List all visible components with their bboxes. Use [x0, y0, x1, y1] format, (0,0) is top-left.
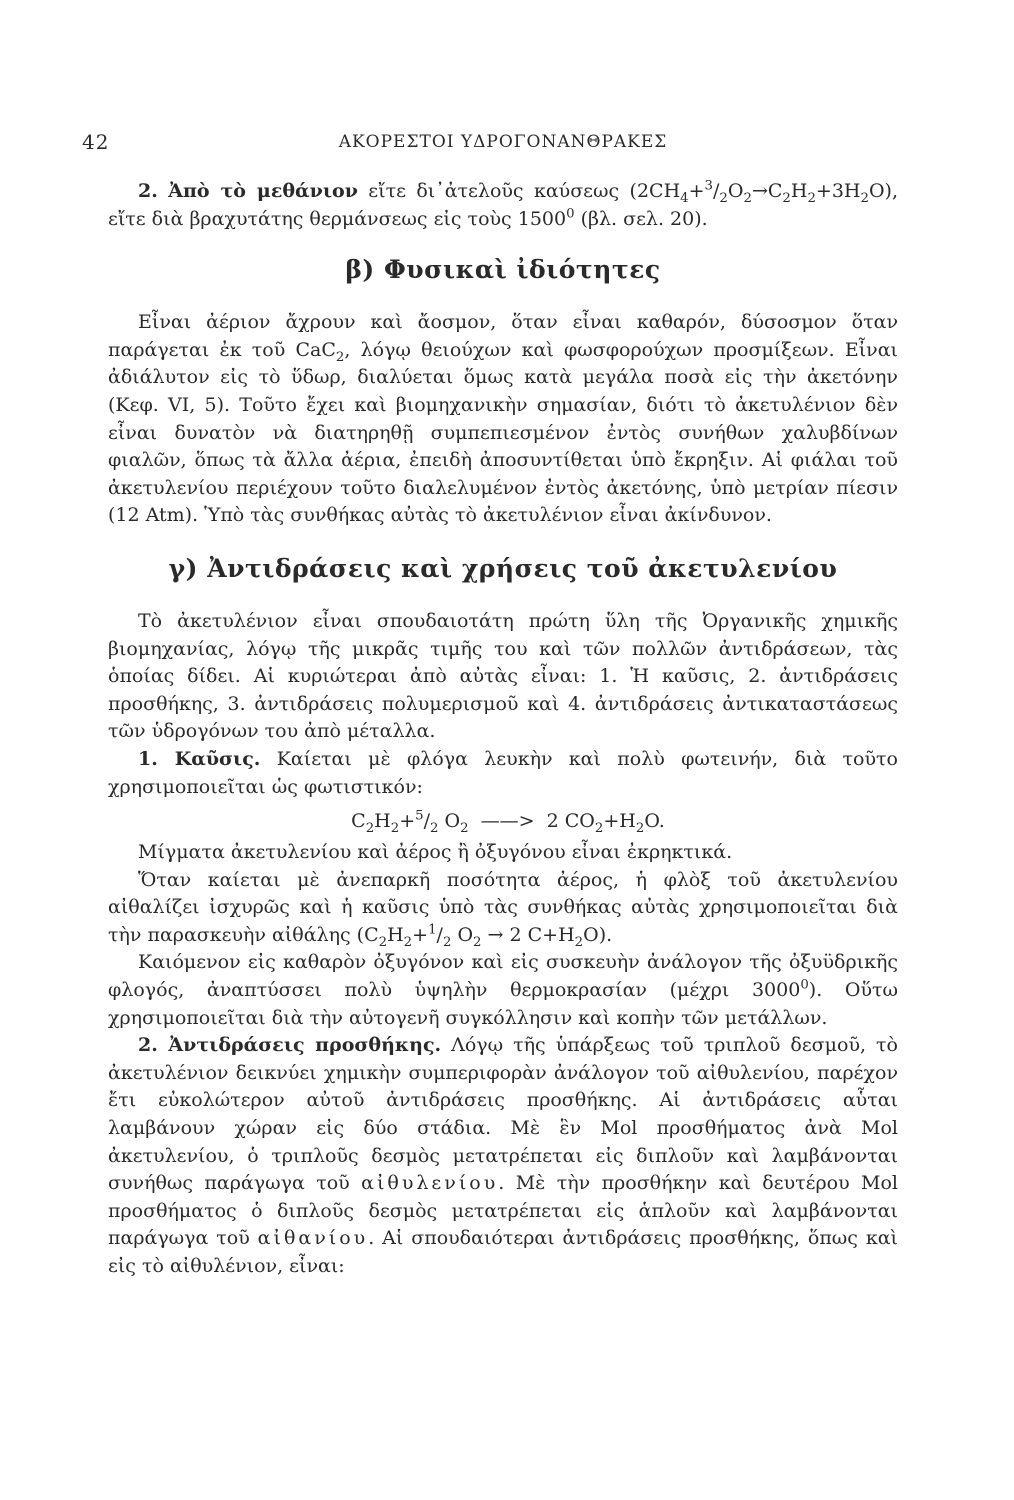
item-heading-from-methane: Ἀπὸ τὸ μεθάνιον: [168, 180, 358, 202]
paragraph-physical-properties: Εἶναι ἀέριον ἄχρουν καὶ ἄοσμον, ὅταν εἶναι καθαρόν, δύσοσμον ὅταν παράγεται ἐκ τοῦ CaC$_2$, λόγῳ θειούχων καὶ φωσφορούχων προσμίξεων. Εἶναι ἀδιάλυτον εἰς τὸ ὕδωρ, διαλύεται ὅμως κατὰ μεγάλα ποσὰ εἰς τὴν ἀκετόνην (Κεφ. VI, 5). Τοῦτο ἔχει καὶ βιομηχανικὴν σημασίαν, διότι τὸ ἀκετυλένιον δὲν εἶναι δυνατὸν νὰ διατηρηθῇ συμπεπιεσμένον ἐντὸς συνήθων χαλυβδίνων φιαλῶν, ὅπως τὰ ἄλλα ἀέρια, ἐπειδὴ ἀποσυντίθεται ὑπὸ ἔκρηξιν. Αἱ φιάλαι τοῦ ἀκετυλενίου περιέχουν τοῦτο διαλελυμένον ἐντὸς ἀκετόνης, ὑπὸ μετρίαν πίεσιν (12 Atm). Ὑπὸ τὰς συνθήκας αὐτὰς τὸ ἀκετυλένιον εἶναι ἀκίνδυνον.: [108, 311, 898, 527]
emphasized-word-ethylene: αἰθυλενίου: [361, 1172, 499, 1195]
paragraph-from-methane: [108, 178, 898, 233]
paragraph-combustion: [108, 746, 898, 801]
paragraph-oxyacetylene: Καιόμενον εἰς καθαρὸν ὀξυγόνον καὶ εἰς συσκευὴν ἀνάλογον τῆς ὀξυϋδρικῆς φλογός, ἀναπτύσσει πολὺ ὑψηλὴν θερμοκρασίαν (μέχρι 3000$^0$). Οὕτω χρησιμοποιεῖται διὰ τὴν αὐτογενῆ συγκόλλησιν καὶ κοπὴν τῶν μετάλλων.: [108, 951, 899, 1029]
page: [82, 130, 899, 1281]
paragraph-explosive-mixtures: Μίγματα ἀκετυλενίου καὶ ἀέρος ἢ ὀξυγόνου εἶναι ἐκρηκτικά.: [138, 841, 733, 864]
item-heading-addition: 2. Ἀντιδράσεις προσθήκης.: [138, 1034, 442, 1057]
item-number: 2.: [138, 180, 158, 202]
running-title: ΑΚΟΡΕΣΤΟΙ ΥΔΡΟΓΟΝΑΝΘΡΑΚΕΣ: [338, 132, 668, 152]
paragraph-soot: Ὅταν καίεται μὲ ἀνεπαρκῆ ποσότητα ἀέρος, ἡ φλὸξ τοῦ ἀκετυλενίου αἰθαλίζει ἰσχυρῶς καὶ ἡ καῦσις ὑπὸ τὰς συνθήκας αὐτὰς χρησιμοποιεῖται διὰ τὴν παρασκευὴν αἰθάλης ($C_2H_2+^1/_2$ $O_2 \to 2$ $C+H_2O$).: [108, 868, 898, 950]
paragraph-text: Καίεται μὲ φλόγα λευκὴν καὶ πολὺ φωτεινήν, διὰ τοῦτο χρησιμοποιεῖται ὡς φωτιστικόν:: [108, 747, 898, 798]
paragraph-text: . Αἱ σπουδαιότεραι ἀντιδράσεις προσθήκης, ὅπως καὶ εἰς τὸ αἰθυλένιον, εἶναι:: [108, 1227, 898, 1277]
section-heading-reactions-uses: γ) Ἀντιδράσεις καὶ χρήσεις τοῦ ἀκετυλενίου: [168, 553, 838, 583]
paragraph-text: . Μὲ τὴν προσθήκην καὶ δευτέρου Mol προσθήματος ὁ διπλοῦς δεσμὸς μετατρέπεται εἰς ἁπλοῦν καὶ λαμβάνονται παράγωγα τοῦ: [108, 1172, 899, 1250]
running-header: [82, 130, 898, 160]
emphasized-word-ethane: αἰθανίου: [257, 1227, 369, 1250]
page-number: 42: [82, 130, 110, 154]
item-heading-combustion: 1. Καῦσις.: [138, 747, 261, 770]
paragraph-text: εἴτε δι᾽ἀτελοῦς καύσεως $(2CH_4+^3/_2O_2\to C_2H_2+3H_2O)$, εἴτε διὰ βραχυτάτης θερμάνσεως εἰς τοὺς 1500$^0$ (βλ. σελ. 20).: [108, 178, 898, 230]
paragraph-text: Λόγῳ τῆς ὑπάρξεως τοῦ τριπλοῦ δεσμοῦ, τὸ ἀκετυλένιον δεικνύει χημικὴν συμπεριφορὰν ἀνάλογον τοῦ αἰθυλενίου, παρέχον ἔτι εὐκολώτερον αὐτοῦ ἀντιδράσεις προσθήκης. Αἱ ἀντιδράσεις αὗται λαμβάνουν χώραν εἰς δύο στάδια. Μὲ ἓν Mol προσθήματος ἀνὰ Mol ἀκετυλενίου, ὁ τριπλοῦς δεσμὸς μετατρέπεται εἰς διπλοῦν καὶ λαμβάνονται συνήθως παράγωγα τοῦ: [108, 1034, 898, 1195]
paragraph-addition-reactions: [108, 1032, 898, 1280]
section-heading-physical-properties: β) Φυσικαὶ ἰδιότητες: [345, 255, 661, 285]
equation-combustion: $C_2H_2+^5/_2$ $O_2$ ——> 2 $CO_2+H_2O$.: [351, 808, 665, 836]
paragraph-reactions-intro: Τὸ ἀκετυλένιον εἶναι σπουδαιοτάτη πρώτη ὕλη τῆς Ὀργανικῆς χημικῆς βιομηχανίας, λόγῳ τῆς μικρᾶς τιμῆς του καὶ τῶν πολλῶν ἀντιδράσεων, τὰς ὁποίας δίδει. Αἱ κυριώτεραι ἀπὸ αὐτὰς εἶναι: 1. Ἡ καῦσις, 2. ἀντιδράσεις προσθήκης, 3. ἀντιδράσεις πολυμερισμοῦ καὶ 4. ἀντιδράσεις ἀντικαταστάσεως τῶν ὑδρογόνων του ἀπὸ μέταλλα.: [108, 609, 898, 743]
